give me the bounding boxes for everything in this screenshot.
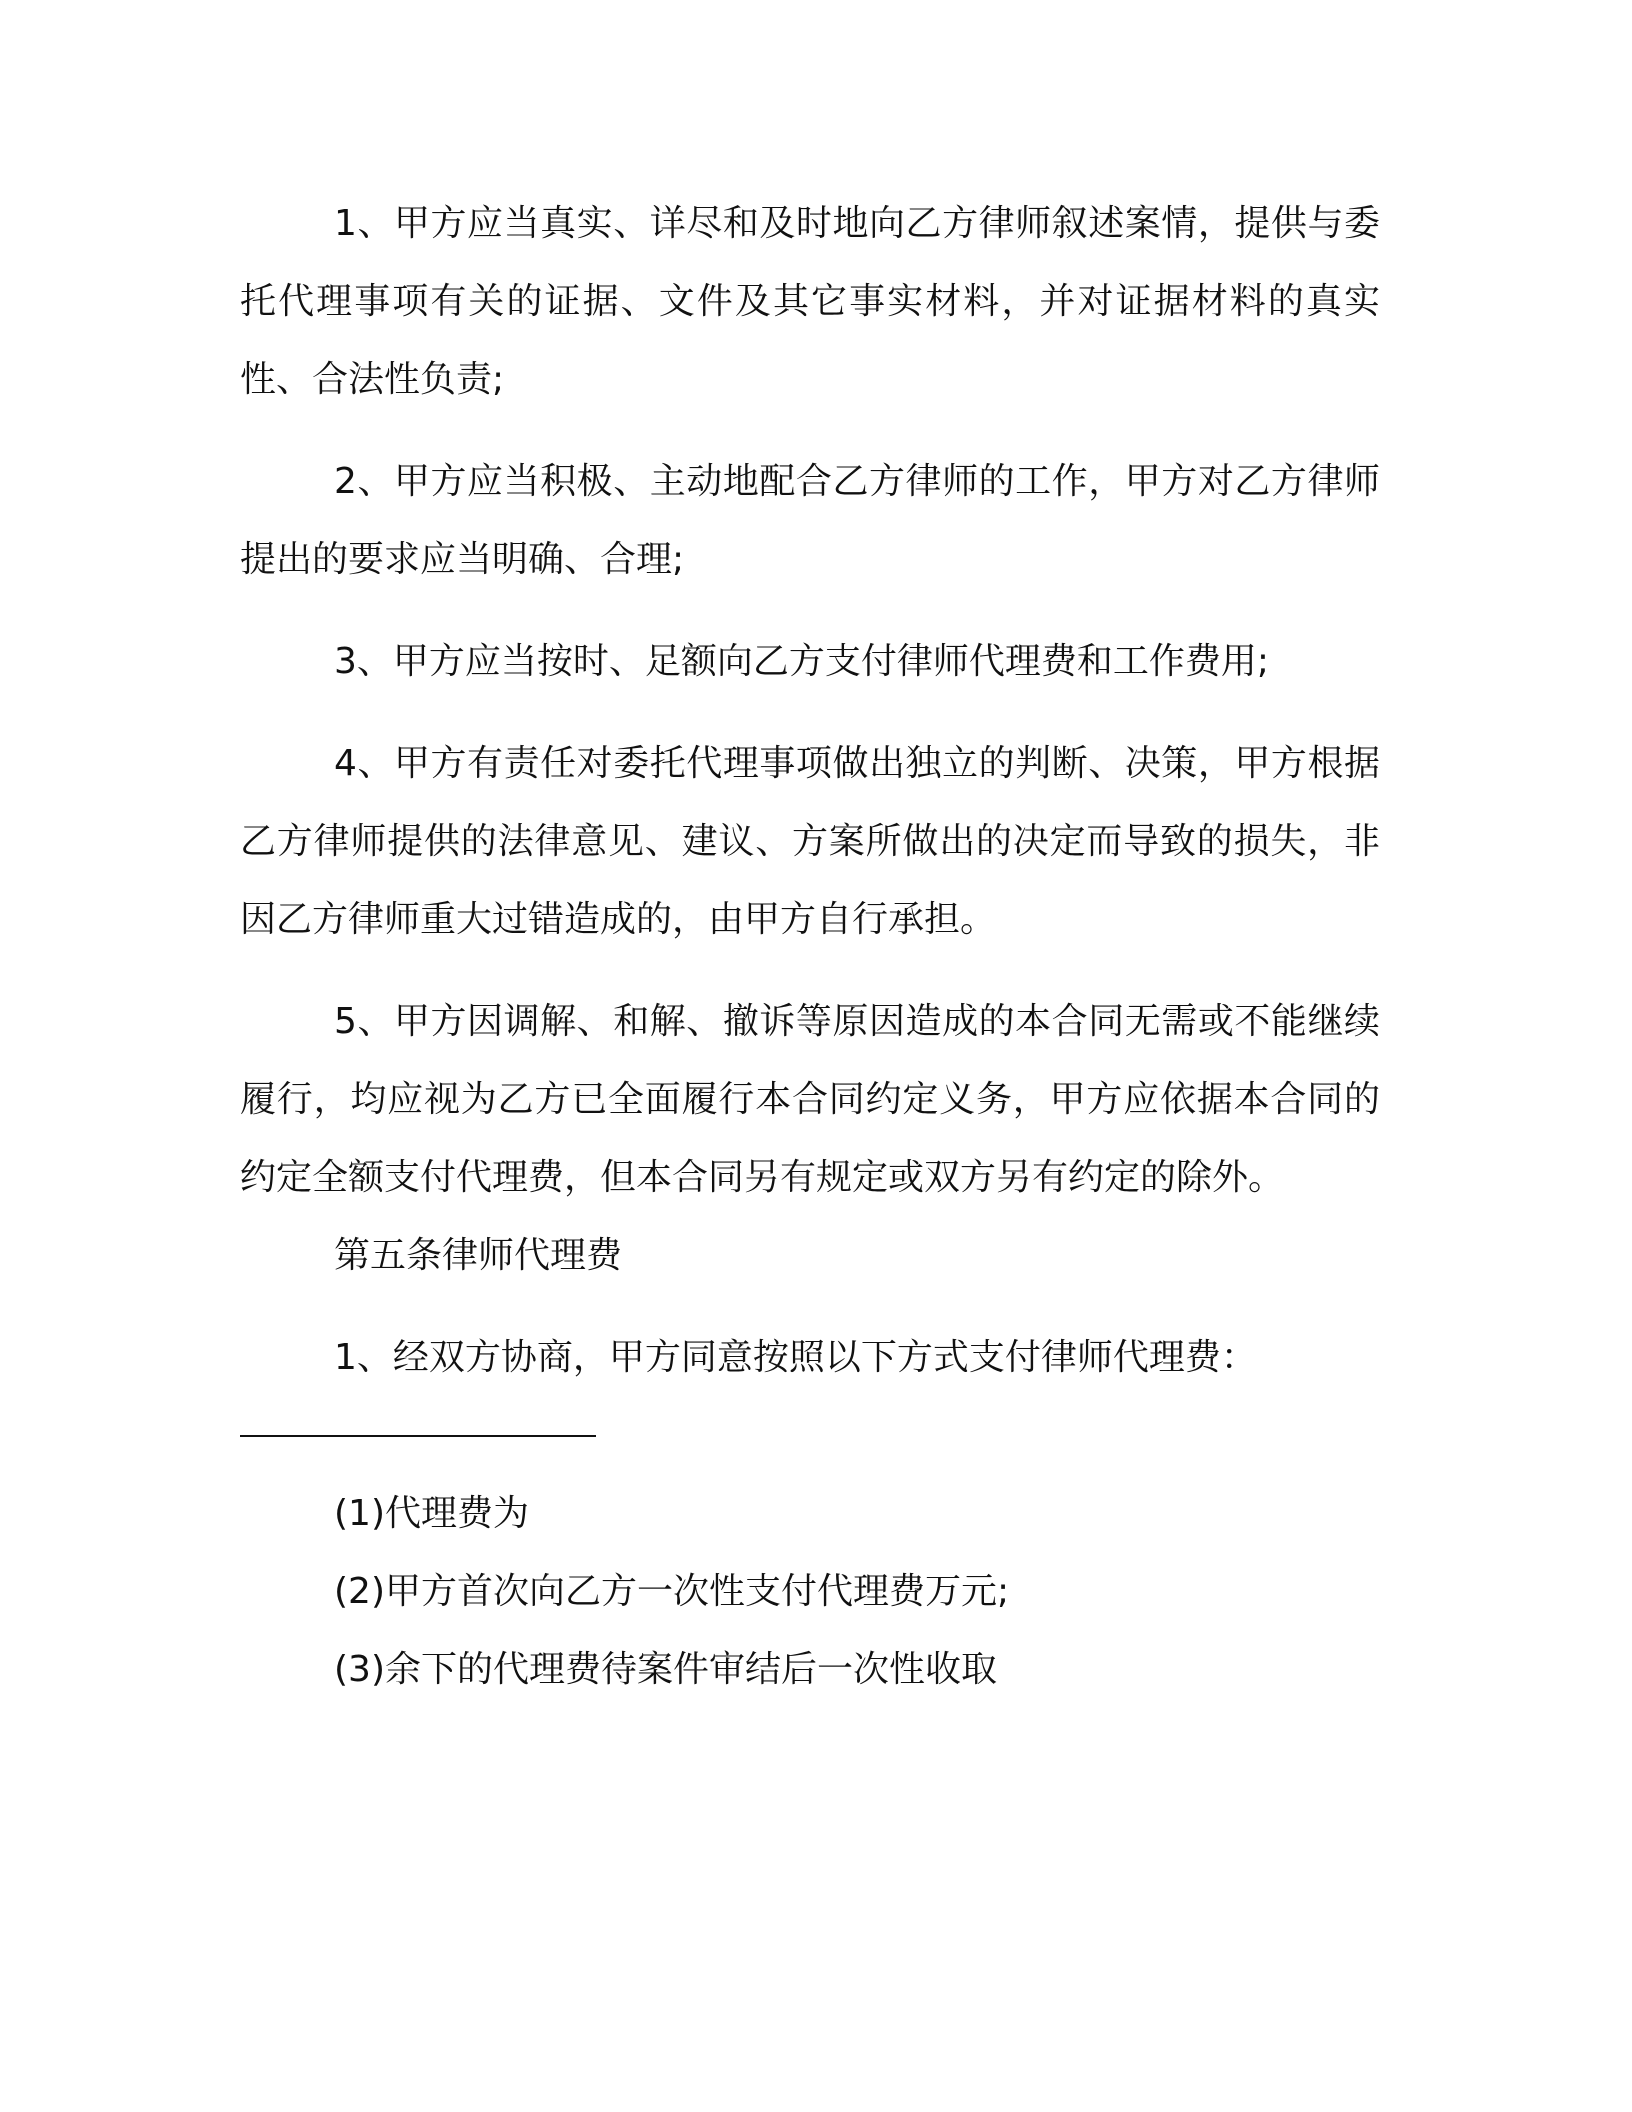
fee-intro: 1、经双方协商，甲方同意按照以下方式支付律师代理费： xyxy=(334,1337,1257,1378)
clause-5: 5、甲方因调解、和解、撤诉等原因造成的本合同无需或不能继续履行，均应视为乙方已全面履行本合同约定义务，甲方应依据本合同的约定全额支付代理费，但本合同另有规定或双方另有约定的除外。 xyxy=(240,1001,1380,1198)
article-heading: 第五条律师代理费 xyxy=(334,1235,623,1276)
clause-4: 4、甲方有责任对委托代理事项做出独立的判断、决策，甲方根据乙方律师提供的法律意见、建议、方案所做出的决定而导致的损失，非因乙方律师重大过错造成的，由甲方自行承担。 xyxy=(240,743,1380,940)
clause-1: 1、甲方应当真实、详尽和及时地向乙方律师叙述案情，提供与委托代理事项有关的证据、文件及其它事实材料，并对证据材料的真实性、合法性负责; xyxy=(240,203,1380,400)
fee-item-2: (2)甲方首次向乙方一次性支付代理费万元; xyxy=(334,1571,1010,1612)
fill-in-blank-line xyxy=(240,1397,1380,1475)
document-body xyxy=(240,185,1380,1709)
underline-blank xyxy=(240,1435,596,1437)
clause-2: 2、甲方应当积极、主动地配合乙方律师的工作，甲方对乙方律师提出的要求应当明确、合理; xyxy=(240,461,1380,580)
fee-item-3: (3)余下的代理费待案件审结后一次性收取 xyxy=(334,1649,997,1690)
clause-3: 3、甲方应当按时、足额向乙方支付律师代理费和工作费用; xyxy=(334,641,1270,682)
fee-item-1: (1)代理费为 xyxy=(334,1493,529,1534)
